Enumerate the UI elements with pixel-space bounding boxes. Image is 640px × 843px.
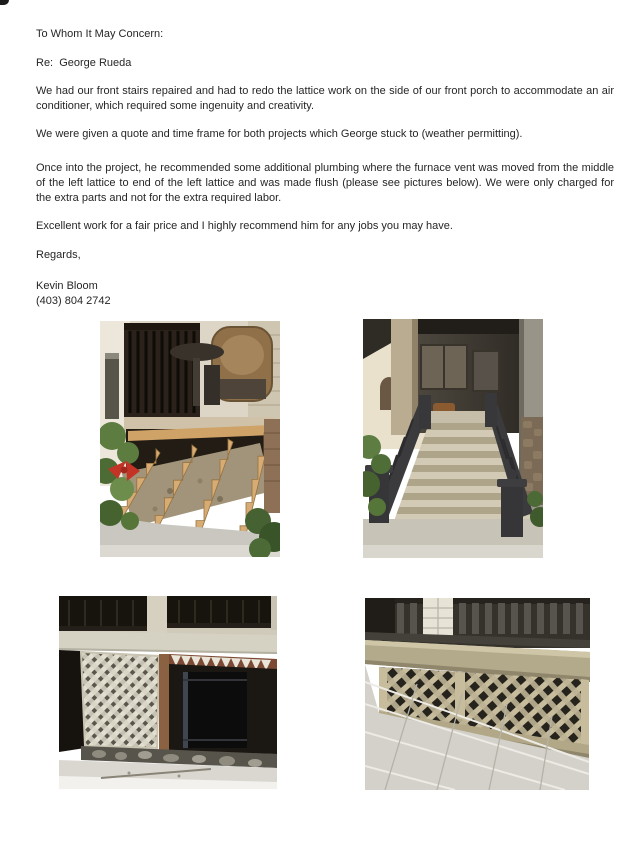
photo-lattice-finished-image	[365, 598, 590, 790]
signature-block	[36, 279, 614, 309]
subject-line: Re: George Rueda	[36, 57, 132, 69]
closing: Regards,	[36, 249, 81, 261]
photo-stairs-finished	[363, 319, 543, 558]
photo-stairs-construction	[100, 321, 280, 557]
paragraph-2: We were given a quote and time frame for both projects which George stuck to (weather permitting).	[36, 128, 523, 140]
paragraph-4: Excellent work for a fair price and I highly recommend him for any jobs you may have.	[36, 220, 453, 232]
photo-stairs-construction-image	[100, 321, 280, 557]
paragraph-3: Once into the project, he recommended some additional plumbing where the furnace vent was moved from the middle of the left lattice to end of the left lattice and was made flush (please see pictures below). We were only charged for the extra parts and not for the extra required labor.	[36, 162, 614, 204]
photo-stairs-finished-image	[363, 319, 543, 558]
signature-phone: (403) 804 2742	[36, 295, 111, 307]
salutation: To Whom It May Concern:	[36, 28, 164, 40]
signature-name: Kevin Bloom	[36, 280, 98, 292]
photo-lattice-construction	[59, 596, 277, 789]
photo-lattice-finished	[365, 598, 590, 790]
photo-lattice-construction-image	[59, 596, 277, 789]
paragraph-1: We had our front stairs repaired and had to redo the lattice work on the side of our front porch to accommodate an air conditioner, which required some ingenuity and creativity.	[36, 85, 614, 112]
scan-artifact	[0, 0, 9, 5]
